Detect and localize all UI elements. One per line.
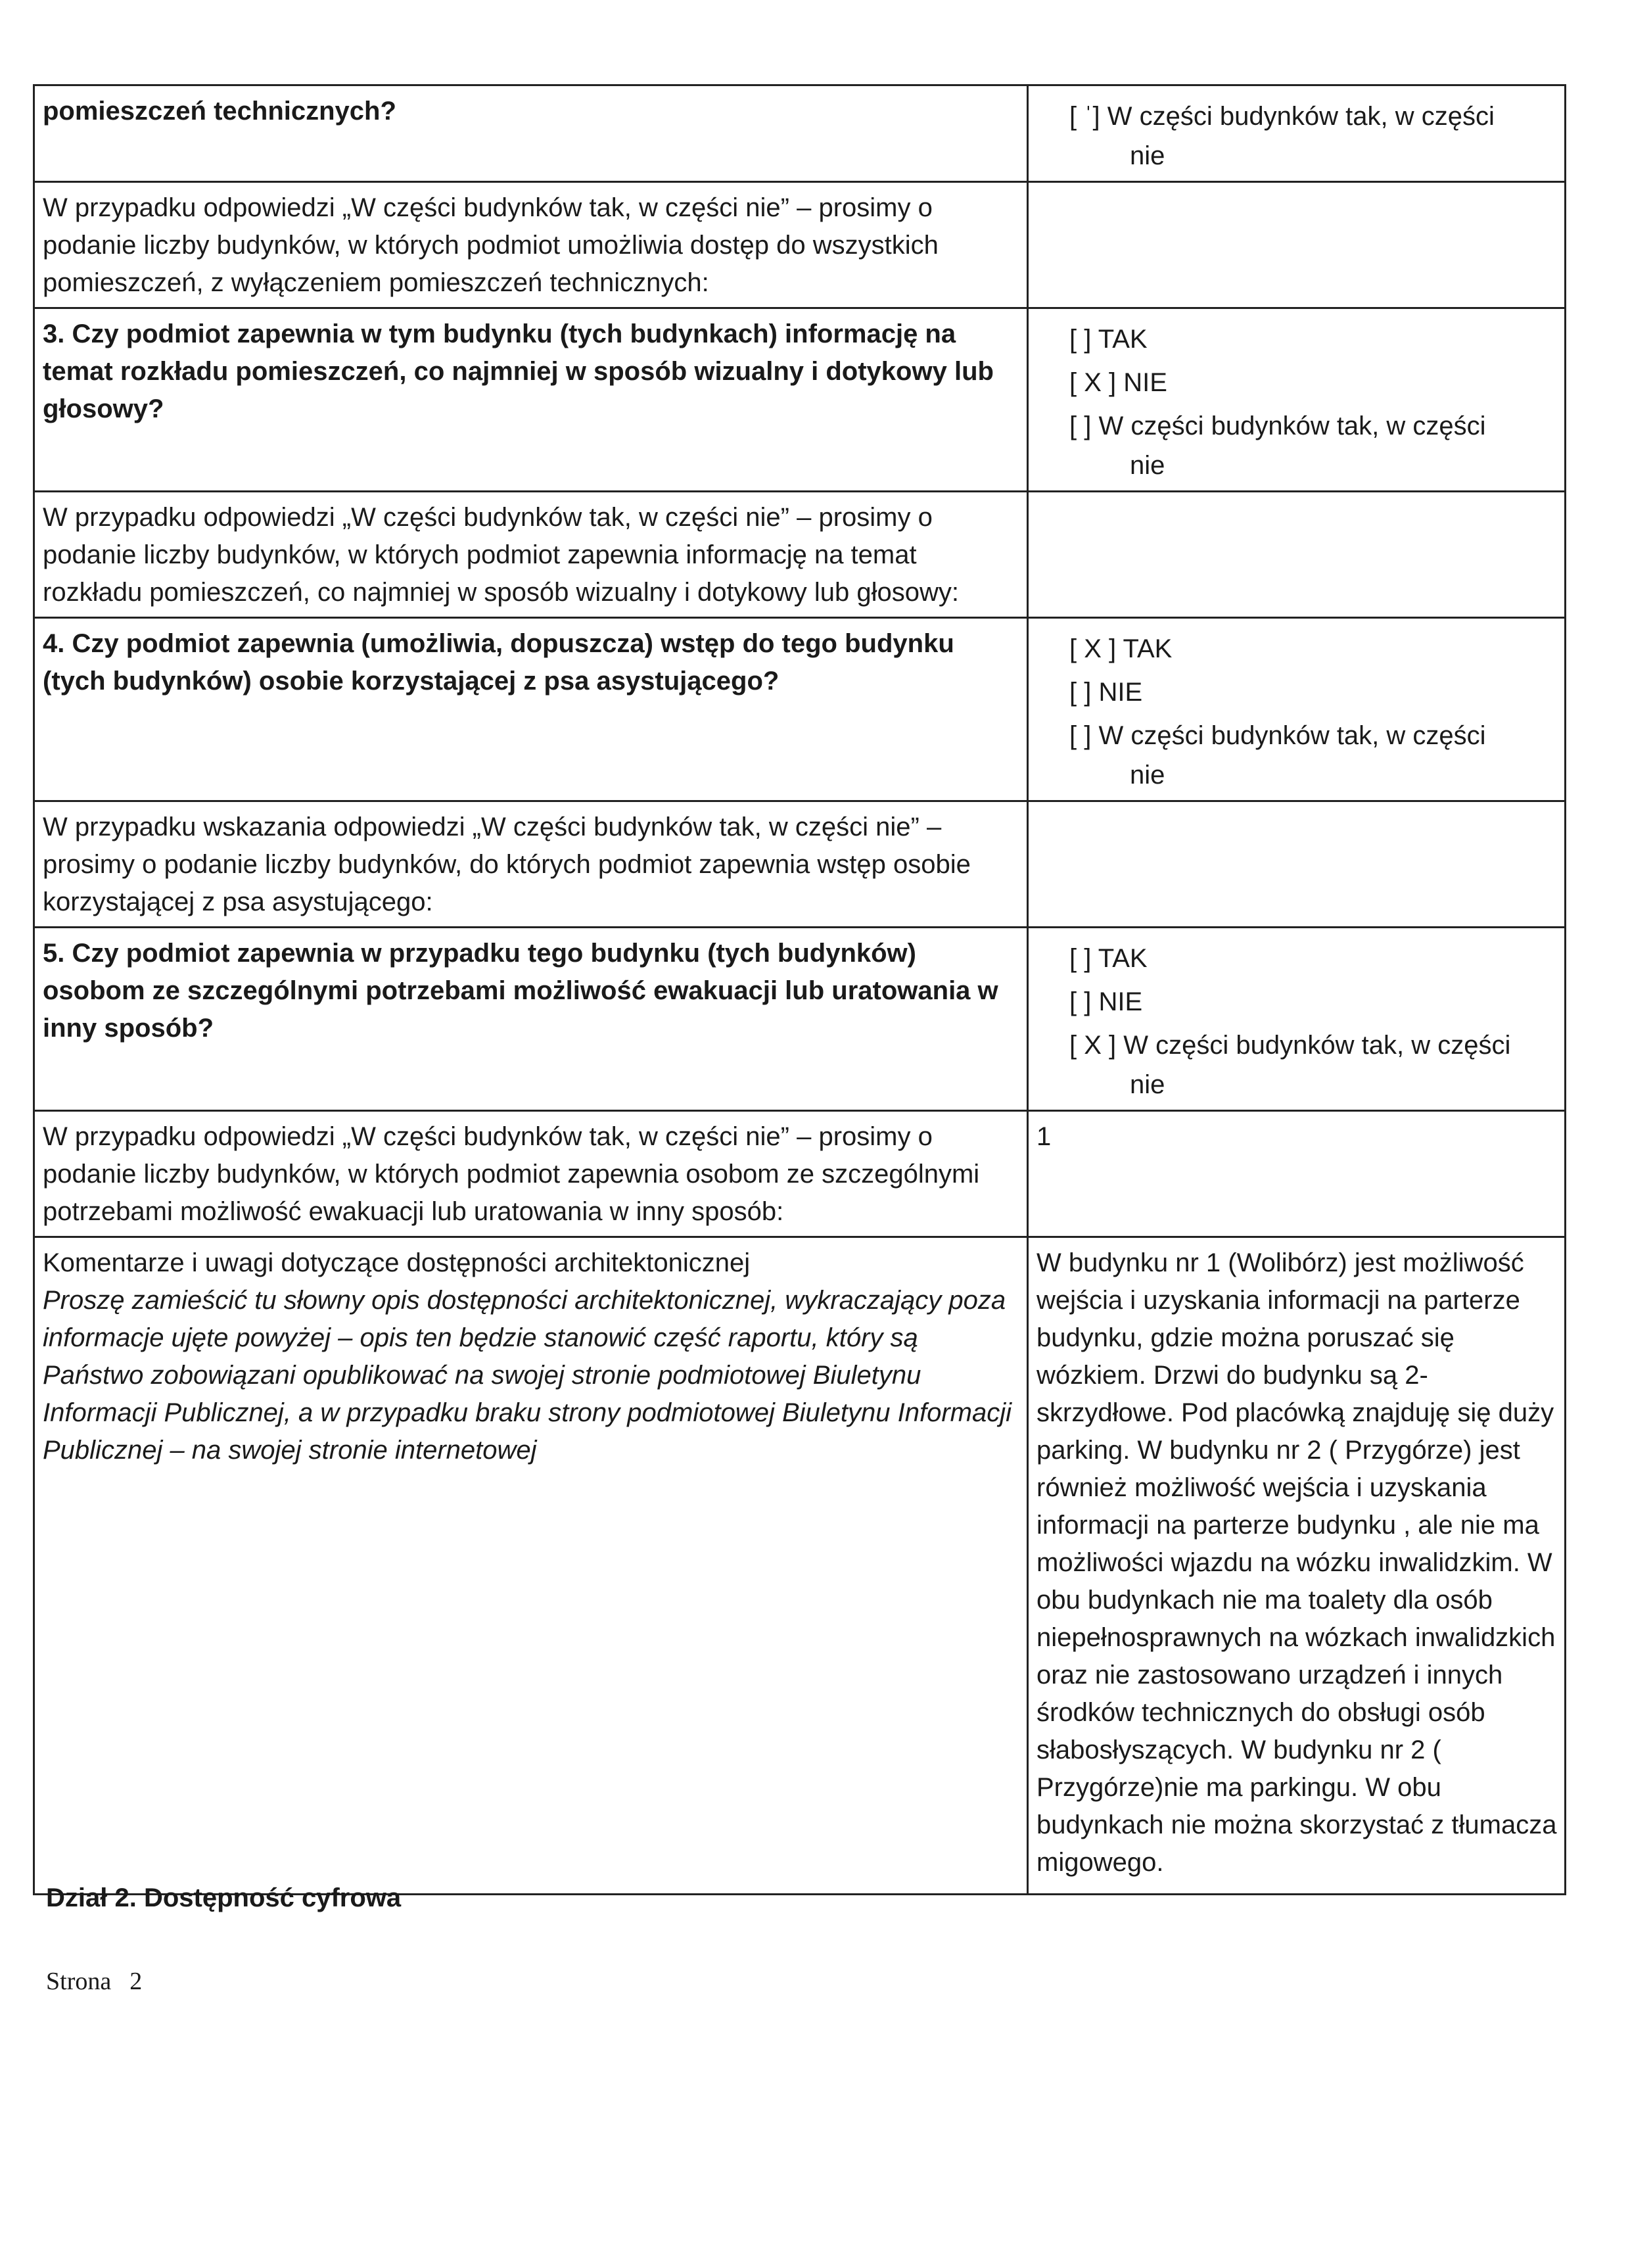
checkbox-mark[interactable]: [ ] [1069, 678, 1092, 707]
checkbox-mark[interactable]: [ X ] [1069, 1031, 1117, 1060]
answer-option-partial[interactable] [1036, 1026, 1558, 1104]
option-label: NIE [1123, 368, 1167, 397]
answer-option-partial[interactable] [1036, 716, 1558, 795]
answer-option-nie[interactable] [1036, 982, 1558, 1022]
option-label: W części budynków tak, w części [1098, 721, 1486, 750]
answer-option-tak[interactable] [1036, 319, 1558, 359]
option-label-continued: nie [1130, 761, 1165, 790]
answer-cell [1028, 618, 1566, 801]
answer-cell [1028, 928, 1566, 1111]
count-field[interactable] [1028, 801, 1566, 928]
form-row [34, 1111, 1566, 1237]
question-cell [34, 85, 1028, 182]
checkbox-mark[interactable]: [ X ] [1069, 634, 1117, 663]
question-text: 5. Czy podmiot zapewnia w przypadku tego budynku (tych budynków) osobom ze szczególnymi potrzebami możliwość ewakuacji lub uratowania w inny sposób? [43, 939, 998, 1043]
count-field[interactable] [1028, 182, 1566, 308]
question-text: 4. Czy podmiot zapewnia (umożliwia, dopuszcza) wstęp do tego budynku (tych budynków) osobie korzystającej z psa asystującego? [43, 629, 954, 696]
question-cell [34, 182, 1028, 308]
section-heading: Dział 2. Dostępność cyfrowa [46, 1883, 402, 1912]
count-field[interactable] [1028, 492, 1566, 618]
comments-answer-field[interactable]: W budynku nr 1 (Wolibórz) jest możliwość wejścia i uzyskania informacji na parterze budynku, gdzie można poruszać się wózkiem. Drzwi do budynku są 2-skrzydłowe. Pod placówką znajduję się duży parking. W budynku nr 2 ( Przygórze) jest również możliwość wejścia i uzyskania informacji na parterze budynku , ale nie ma możliwości wjazdu na wózku inwalidzkim. W obu budynkach nie ma toalety dla osób niepełnosprawnych na wózkach inwalidzkich oraz nie zastosowano urządzeń i innych środków technicznych do obsługi osób słabosłyszących. W budynku nr 2 ( Przygórze)nie ma parkingu. W obu budynkach nie można skorzystać z tłumacza migowego. [1028, 1237, 1566, 1895]
answer-cell [1028, 85, 1566, 182]
comments-instruction: Proszę zamieścić tu słowny opis dostępności architektonicznej, wykraczający poza informacje ujęte powyżej – opis ten będzie stanowić część raportu, który są Państwo zobowiązani opublikować na swojej stronie podmiotowej Biuletynu Informacji Publicznej, a w przypadku braku strony podmiotowej Biuletynu Informacji Publicznej – na swojej stronie internetowej [43, 1286, 1012, 1465]
form-row [34, 85, 1566, 182]
checkbox-mark[interactable]: [ ] [1069, 944, 1092, 973]
page-number: 2 [129, 1968, 143, 1995]
page-label: Strona [46, 1968, 112, 1995]
question-text: W przypadku odpowiedzi „W części budynków tak, w części nie” – prosimy o podanie liczby budynków, w których podmiot zapewnia informację na temat rozkładu pomieszczeń, co najmniej w sposób wizualny i dotykowy lub głosowy: [43, 503, 959, 607]
option-label-continued: nie [1130, 451, 1165, 480]
option-label: TAK [1098, 944, 1148, 973]
option-label: W części budynków tak, w części [1107, 102, 1495, 131]
answer-option[interactable] [1036, 97, 1558, 176]
accessibility-form-table [33, 84, 1566, 1895]
question-cell [34, 1111, 1028, 1237]
answer-option-tak[interactable] [1036, 939, 1558, 978]
question-text: pomieszczeń technicznych? [43, 97, 396, 126]
question-cell [34, 492, 1028, 618]
question-cell [34, 618, 1028, 801]
question-cell [34, 308, 1028, 492]
answer-option-partial[interactable] [1036, 406, 1558, 485]
answer-option-nie[interactable] [1036, 673, 1558, 712]
comments-row [34, 1237, 1566, 1895]
checkbox-mark[interactable]: [ ] [1069, 412, 1092, 440]
option-label: TAK [1098, 325, 1148, 354]
form-row [34, 801, 1566, 928]
form-row [34, 182, 1566, 308]
question-cell [34, 801, 1028, 928]
form-row [34, 492, 1566, 618]
comments-label: Komentarze i uwagi dotyczące dostępności architektonicznej [43, 1248, 751, 1277]
option-label: NIE [1098, 678, 1143, 707]
form-row [34, 928, 1566, 1111]
checkbox-mark[interactable]: [ ˈ] [1069, 102, 1100, 131]
form-row [34, 308, 1566, 492]
question-cell [34, 928, 1028, 1111]
checkbox-mark[interactable]: [ ] [1069, 325, 1092, 354]
option-label-continued: nie [1130, 141, 1165, 170]
comments-prompt-cell [34, 1237, 1028, 1895]
answer-option-nie[interactable] [1036, 363, 1558, 402]
option-label: NIE [1098, 987, 1143, 1016]
answer-option-tak[interactable] [1036, 629, 1558, 669]
option-label: W części budynków tak, w części [1123, 1031, 1511, 1060]
count-field[interactable]: 1 [1028, 1111, 1566, 1237]
option-label-continued: nie [1130, 1070, 1165, 1099]
option-label: W części budynków tak, w części [1098, 412, 1486, 440]
question-text: W przypadku odpowiedzi „W części budynków tak, w części nie” – prosimy o podanie liczby budynków, w których podmiot zapewnia osobom ze szczególnymi potrzebami możliwość ewakuacji lub uratowania w inny sposób: [43, 1122, 980, 1226]
checkbox-mark[interactable]: [ X ] [1069, 368, 1117, 397]
checkbox-mark[interactable]: [ ] [1069, 987, 1092, 1016]
checkbox-mark[interactable]: [ ] [1069, 721, 1092, 750]
form-row [34, 618, 1566, 801]
question-text: W przypadku odpowiedzi „W części budynków tak, w części nie” – prosimy o podanie liczby budynków, w których podmiot umożliwia dostęp do wszystkich pomieszczeń, z wyłączeniem pomieszczeń technicznych: [43, 193, 939, 297]
question-text: W przypadku wskazania odpowiedzi „W części budynków tak, w części nie” – prosimy o podanie liczby budynków, do których podmiot zapewnia wstęp osobie korzystającej z psa asystującego: [43, 813, 971, 916]
answer-cell [1028, 308, 1566, 492]
page-footer [46, 1967, 160, 1996]
option-label: TAK [1123, 634, 1173, 663]
question-text: 3. Czy podmiot zapewnia w tym budynku (tych budynkach) informację na temat rozkładu pomieszczeń, co najmniej w sposób wizualny i dotykowy lub głosowy? [43, 319, 994, 423]
